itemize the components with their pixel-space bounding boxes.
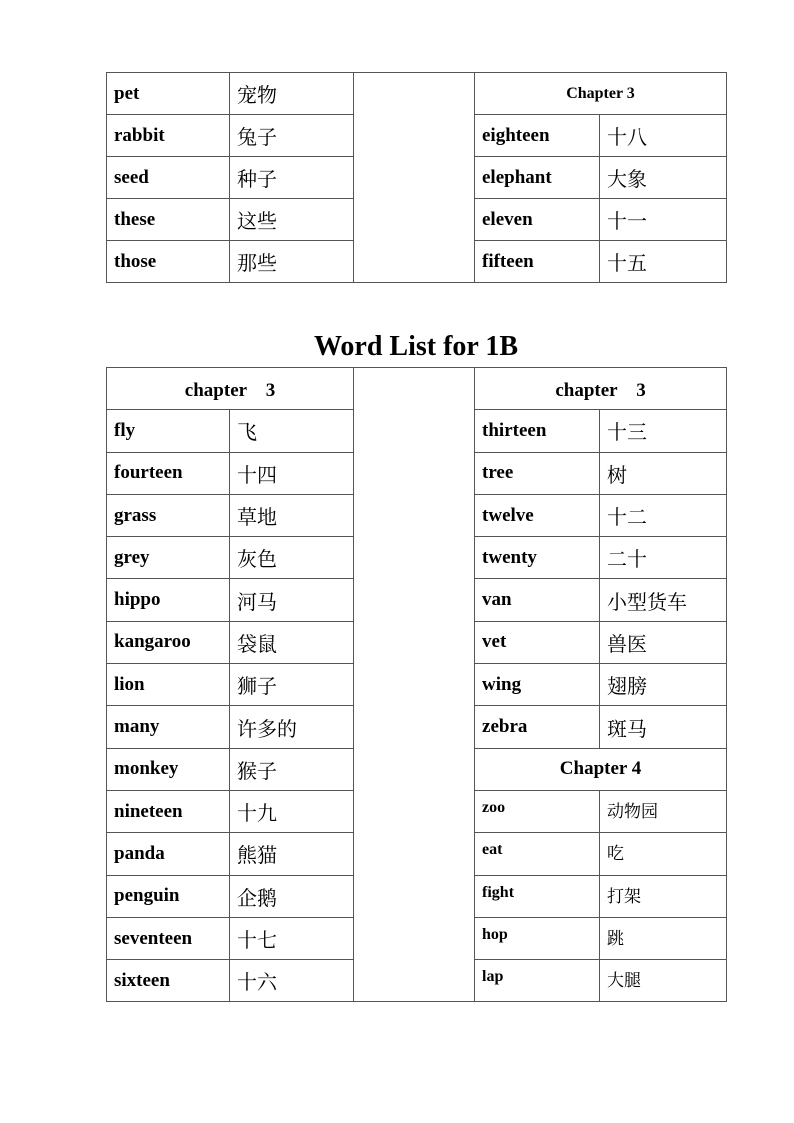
- word-chinese: 那些: [230, 241, 354, 283]
- word-chinese: 这些: [230, 199, 354, 241]
- word-english: eleven: [475, 199, 600, 241]
- word-english: lion: [107, 664, 230, 706]
- spacer-column: [354, 73, 475, 283]
- word-english: these: [107, 199, 230, 241]
- word-chinese: 大象: [600, 157, 727, 199]
- word-chinese: 许多的: [230, 706, 354, 748]
- word-english: seed: [107, 157, 230, 199]
- word-english: grey: [107, 537, 230, 579]
- word-chinese: 大腿: [600, 960, 727, 1002]
- word-english: many: [107, 706, 230, 748]
- chapter-header: Chapter 4: [475, 748, 727, 790]
- word-chinese: 跳: [600, 917, 727, 959]
- word-chinese: 企鹅: [230, 875, 354, 917]
- word-english: monkey: [107, 748, 230, 790]
- word-english: those: [107, 241, 230, 283]
- word-chinese: 十五: [600, 241, 727, 283]
- word-english: fifteen: [475, 241, 600, 283]
- word-english: zoo: [475, 790, 600, 832]
- word-english: hippo: [107, 579, 230, 621]
- page-title: Word List for 1B: [313, 331, 519, 362]
- word-chinese: 熊猫: [230, 833, 354, 875]
- word-english: eat: [475, 833, 600, 875]
- word-chinese: 树: [600, 452, 727, 494]
- word-english: grass: [107, 494, 230, 536]
- word-chinese: 兔子: [230, 115, 354, 157]
- word-english: fight: [475, 875, 600, 917]
- word-english: hop: [475, 917, 600, 959]
- word-chinese: 灰色: [230, 537, 354, 579]
- word-english: pet: [107, 73, 230, 115]
- chapter-header: chapter 3: [475, 368, 727, 410]
- word-chinese: 十六: [230, 960, 354, 1002]
- word-english: panda: [107, 833, 230, 875]
- word-english: eighteen: [475, 115, 600, 157]
- word-chinese: 动物园: [600, 790, 727, 832]
- word-english: twelve: [475, 494, 600, 536]
- word-english: rabbit: [107, 115, 230, 157]
- chapter-header: Chapter 3: [475, 73, 727, 115]
- word-english: van: [475, 579, 600, 621]
- word-english: vet: [475, 621, 600, 663]
- word-english: nineteen: [107, 790, 230, 832]
- word-chinese: 十七: [230, 917, 354, 959]
- word-chinese: 宠物: [230, 73, 354, 115]
- word-english: penguin: [107, 875, 230, 917]
- word-chinese: 十九: [230, 790, 354, 832]
- word-english: elephant: [475, 157, 600, 199]
- table-row: [107, 368, 727, 410]
- word-chinese: 小型货车: [600, 579, 727, 621]
- word-table-top: [106, 72, 727, 283]
- word-english: sixteen: [107, 960, 230, 1002]
- word-english: twenty: [475, 537, 600, 579]
- word-chinese: 河马: [230, 579, 354, 621]
- word-english: seventeen: [107, 917, 230, 959]
- word-english: fourteen: [107, 452, 230, 494]
- word-chinese: 猴子: [230, 748, 354, 790]
- word-english: wing: [475, 664, 600, 706]
- word-chinese: 斑马: [600, 706, 727, 748]
- word-chinese: 十二: [600, 494, 727, 536]
- word-english: thirteen: [475, 410, 600, 452]
- chapter-header: chapter 3: [107, 368, 354, 410]
- word-chinese: 十三: [600, 410, 727, 452]
- word-chinese: 兽医: [600, 621, 727, 663]
- word-chinese: 飞: [230, 410, 354, 452]
- word-english: zebra: [475, 706, 600, 748]
- word-chinese: 十八: [600, 115, 727, 157]
- spacer-column: [354, 368, 475, 1002]
- word-chinese: 翅膀: [600, 664, 727, 706]
- word-chinese: 种子: [230, 157, 354, 199]
- word-english: tree: [475, 452, 600, 494]
- word-chinese: 狮子: [230, 664, 354, 706]
- word-chinese: 十四: [230, 452, 354, 494]
- word-chinese: 吃: [600, 833, 727, 875]
- word-english: lap: [475, 960, 600, 1002]
- word-chinese: 打架: [600, 875, 727, 917]
- word-chinese: 袋鼠: [230, 621, 354, 663]
- word-chinese: 草地: [230, 494, 354, 536]
- table-row: [107, 73, 727, 115]
- word-table-1b: [106, 367, 727, 1002]
- word-english: kangaroo: [107, 621, 230, 663]
- word-chinese: 十一: [600, 199, 727, 241]
- word-chinese: 二十: [600, 537, 727, 579]
- word-english: fly: [107, 410, 230, 452]
